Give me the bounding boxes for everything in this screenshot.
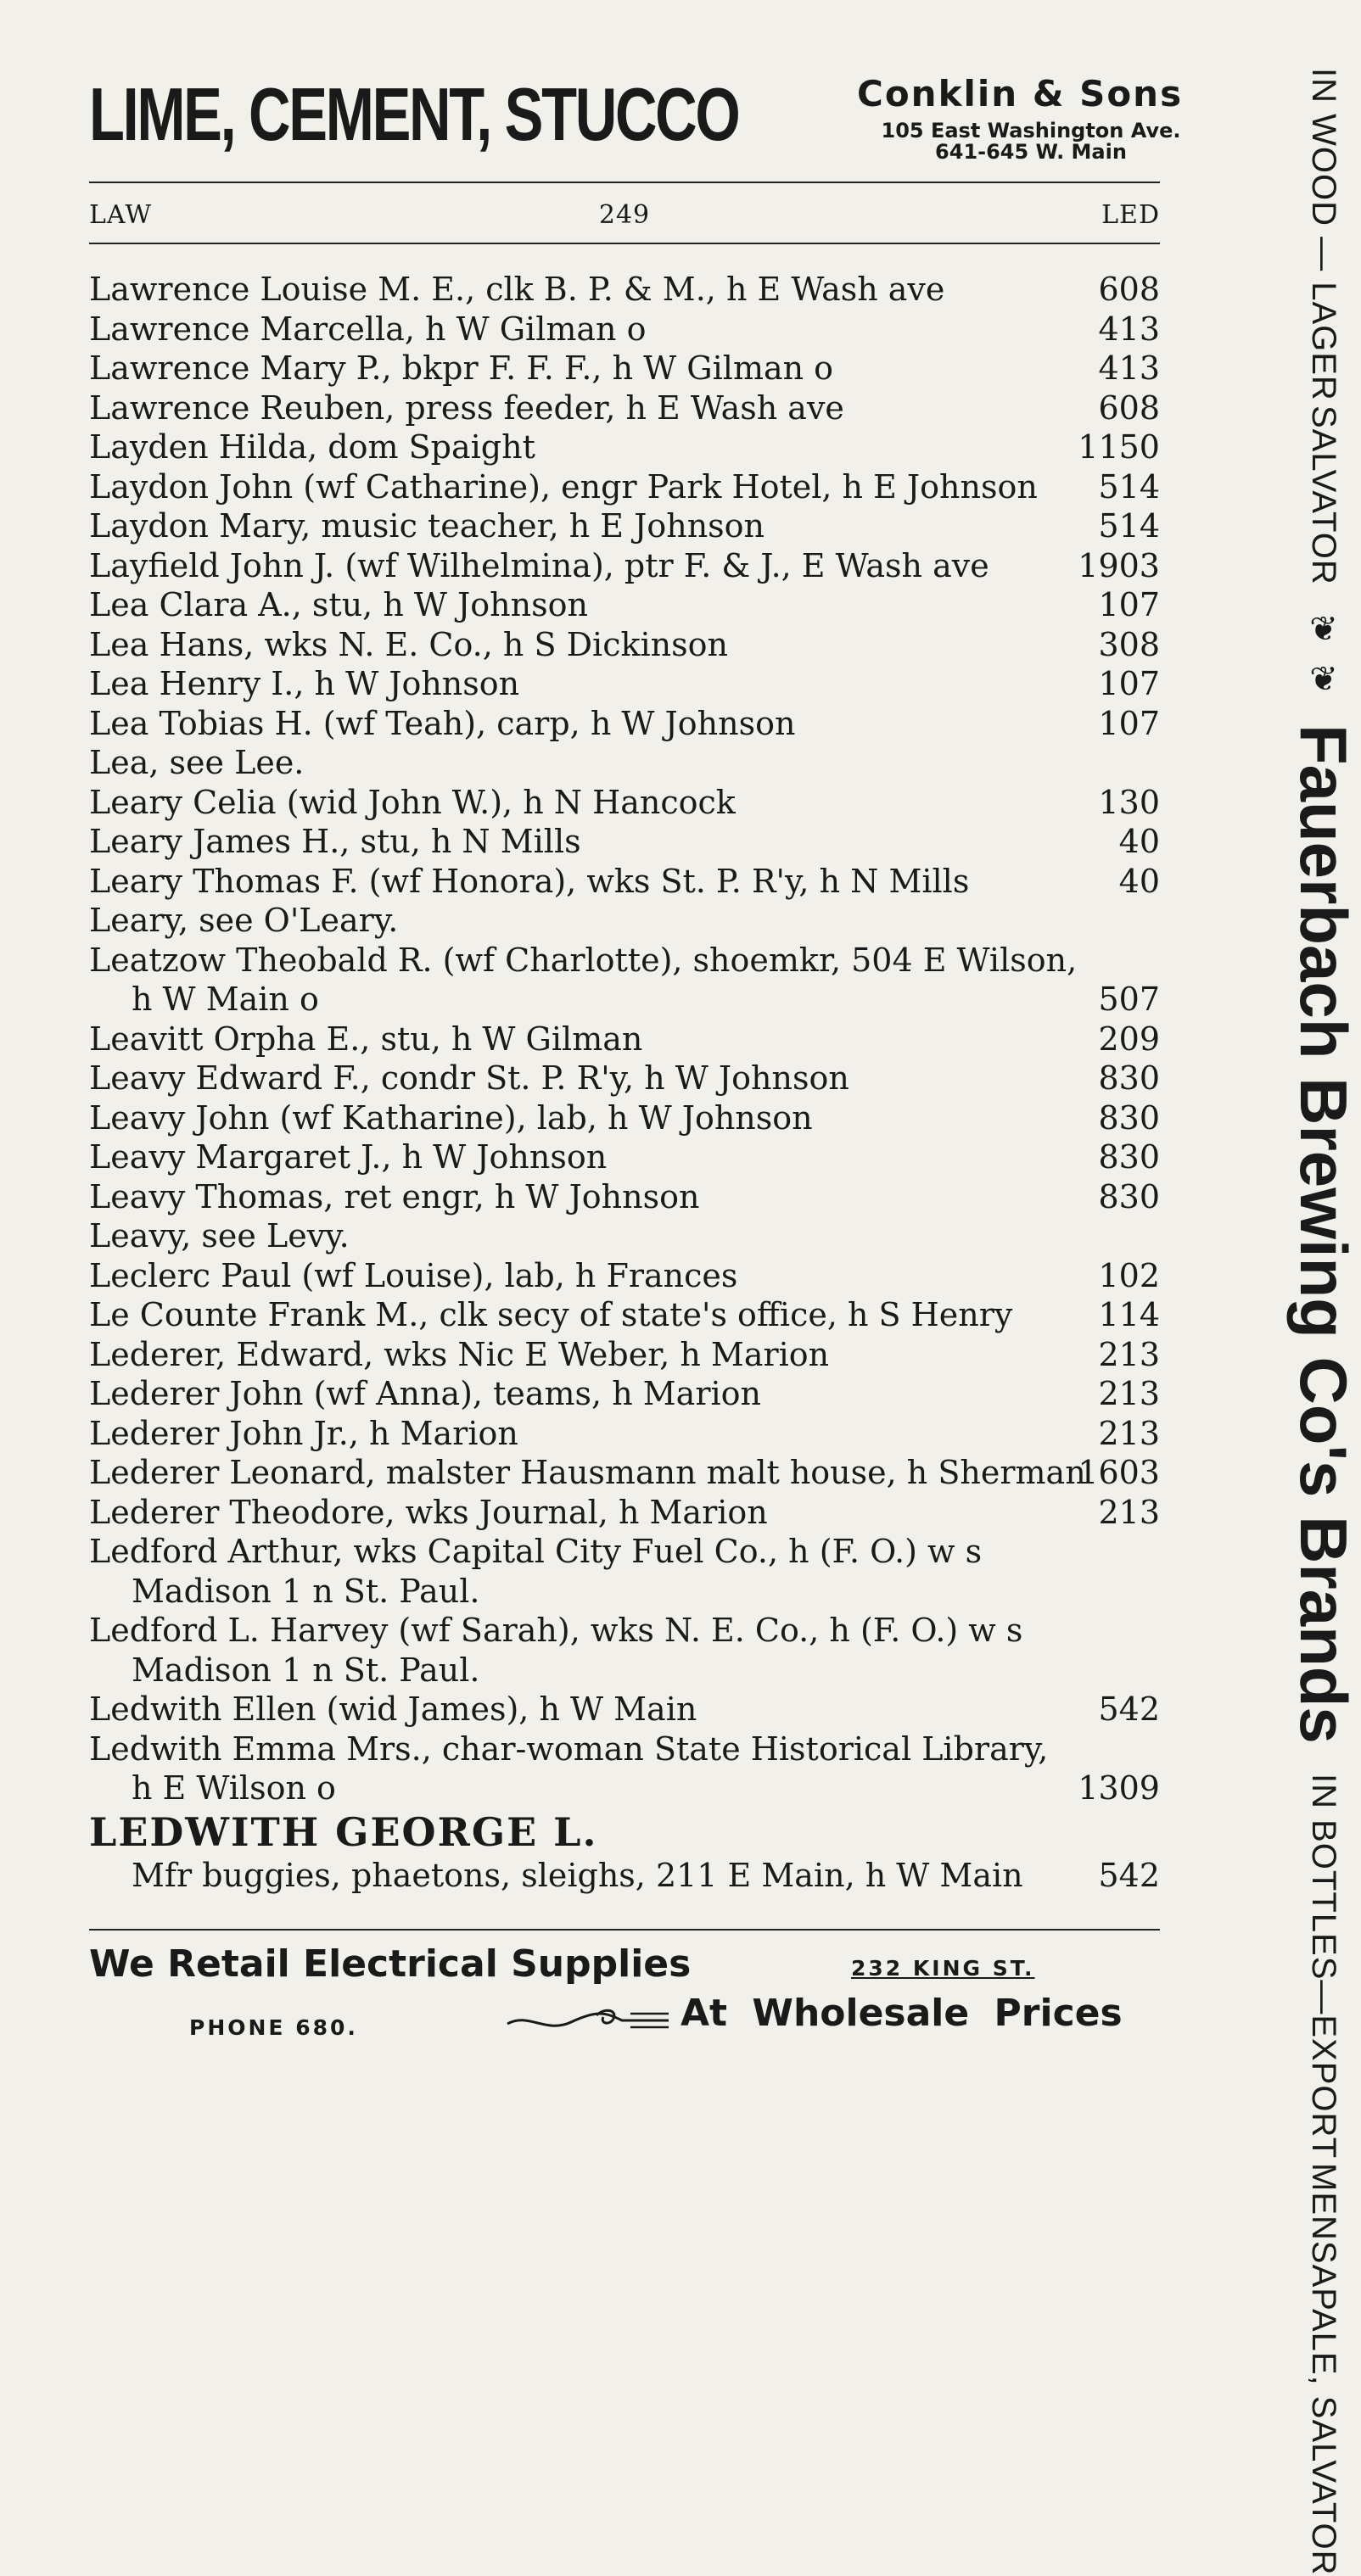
ad-address-line1: 105 East Washington Ave. — [881, 119, 1181, 142]
entry-text: Lederer John (wf Anna), teams, h Marion — [89, 1375, 761, 1412]
directory-entry — [89, 1256, 1160, 1296]
entry-text: Leavy John (wf Katharine), lab, h W Johnson — [89, 1098, 813, 1137]
footer-top-rule — [89, 1929, 1160, 1931]
entry-number: 830 — [1098, 1059, 1160, 1097]
entry-number: 40 — [1118, 823, 1160, 860]
entry-number: 308 — [1098, 625, 1160, 663]
entry-number: 1603 — [1078, 1454, 1160, 1491]
directory-entry — [89, 506, 1160, 546]
directory-entry — [89, 1532, 1160, 1611]
side-brand-name: Fauerbach Brewing Co's Brands — [1286, 724, 1361, 1744]
directory-entry — [89, 1611, 1160, 1690]
entry-text: Lawrence Reuben, press feeder, h E Wash ave — [89, 388, 844, 427]
entry-number: 213 — [1098, 1493, 1160, 1531]
entry-number: 507 — [1098, 981, 1160, 1018]
entry-text: Leavitt Orpha E., stu, h W Gilman — [89, 1020, 643, 1058]
entry-number: 413 — [1098, 349, 1160, 387]
entry-number: 209 — [1098, 1020, 1160, 1058]
entry-text: Leavy Margaret J., h W Johnson — [89, 1138, 608, 1176]
featured-entry-number: 542 — [1098, 1856, 1160, 1894]
entry-text: Layfield John J. (wf Wilhelmina), ptr F. & J., E Wash ave — [89, 546, 989, 584]
entry-continuation: Madison 1 n St. Paul. — [132, 1651, 480, 1689]
directory-entry — [89, 1374, 1160, 1414]
directory-entry — [89, 704, 1160, 744]
side-bottom-line1: IN BOTTLES—EXPORT — [1305, 1773, 1342, 2160]
entry-text: Layden Hilda, dom Spaight — [89, 428, 535, 466]
entry-text: Lea Hans, wks N. E. Co., h S Dickinson — [89, 625, 728, 663]
header-right-guide: LED — [1101, 200, 1160, 230]
entry-number: 213 — [1098, 1414, 1160, 1452]
entry-text: Lederer Theodore, wks Journal, h Marion — [89, 1493, 768, 1531]
entry-number: 213 — [1098, 1335, 1160, 1373]
featured-directory-entry — [89, 1808, 1160, 1896]
directory-entry — [89, 427, 1160, 467]
directory-entry — [89, 585, 1160, 625]
entry-text: Laydon John (wf Catharine), engr Park Hotel, h E Johnson — [89, 467, 1038, 506]
directory-entry — [89, 901, 1160, 941]
ad-address-line2: 641-645 W. Main — [935, 140, 1127, 164]
directory-entries — [89, 270, 1160, 1895]
entry-text: Leclerc Paul (wf Louise), lab, h Frances — [89, 1256, 738, 1294]
directory-entry — [89, 349, 1160, 388]
directory-entry — [89, 1098, 1160, 1138]
side-top-line1: IN WOOD — LAGER — [1305, 68, 1342, 401]
directory-entry — [89, 1059, 1160, 1098]
directory-entry — [89, 625, 1160, 665]
directory-entry — [89, 1414, 1160, 1454]
directory-entry — [89, 1335, 1160, 1375]
directory-entry — [89, 1295, 1160, 1335]
entry-text: Leary Celia (wid John W.), h N Hancock — [89, 783, 736, 821]
entry-number: 1903 — [1078, 546, 1160, 584]
directory-entry — [89, 664, 1160, 704]
entry-text: Ledwith Emma Mrs., char-woman State Historical Library, — [89, 1729, 1049, 1768]
directory-entry — [89, 1453, 1160, 1493]
entry-number: 542 — [1098, 1690, 1160, 1728]
entry-number: 413 — [1098, 310, 1160, 348]
entry-text: Lederer John Jr., h Marion — [89, 1414, 518, 1452]
side-advertisement-band — [1286, 68, 1361, 2576]
entry-number: 114 — [1098, 1296, 1160, 1333]
entry-number: 107 — [1098, 704, 1160, 742]
directory-entry — [89, 1690, 1160, 1729]
entry-text: Ledwith Ellen (wid James), h W Main — [89, 1690, 697, 1728]
entry-text: Lawrence Mary P., bkpr F. F. F., h W Gilman o — [89, 349, 834, 387]
entry-number: 608 — [1098, 271, 1160, 308]
entry-number: 1309 — [1078, 1769, 1160, 1807]
side-top-text — [1307, 68, 1341, 585]
directory-entry — [89, 388, 1160, 428]
directory-entry — [89, 1177, 1160, 1217]
side-bottom-line2: MENSAPALE, SALVATOR — [1305, 2163, 1342, 2576]
entry-number: 107 — [1098, 586, 1160, 623]
ad-address — [865, 120, 1196, 163]
directory-entry — [89, 1020, 1160, 1059]
page-number: 249 — [598, 200, 651, 230]
side-ornament-icon: ❦ ❦ — [1305, 609, 1342, 700]
directory-entry — [89, 270, 1160, 310]
directory-entry — [89, 743, 1160, 783]
entry-text: Leary James H., stu, h N Mills — [89, 823, 581, 860]
flourish-ornament-icon — [503, 2003, 673, 2037]
directory-entry — [89, 822, 1160, 862]
entry-text: Le Counte Frank M., clk secy of state's office, h S Henry — [89, 1296, 1013, 1333]
bottom-advertisement — [89, 1942, 1160, 2070]
entry-text: Lederer, Edward, wks Nic E Weber, h Marion — [89, 1335, 830, 1373]
directory-entry — [89, 1493, 1160, 1533]
ad-firm-name: Conklin & Sons — [857, 73, 1184, 115]
directory-entry — [89, 783, 1160, 823]
side-bottom-text — [1307, 1774, 1341, 2576]
entry-number: 102 — [1098, 1256, 1160, 1294]
ad-retail-line: We Retail Electrical Supplies — [89, 1942, 692, 1986]
entry-continuation: h E Wilson o — [132, 1769, 336, 1807]
featured-entry-text: Mfr buggies, phaetons, sleighs, 211 E Main, h W Main — [132, 1856, 1023, 1894]
directory-entry — [89, 467, 1160, 507]
entry-text: Lawrence Marcella, h W Gilman o — [89, 310, 647, 348]
entry-text: Lea Clara A., stu, h W Johnson — [89, 586, 588, 623]
page-header — [89, 193, 1160, 241]
entry-text: Ledford L. Harvey (wf Sarah), wks N. E. Co., h (F. O.) w s — [89, 1612, 1023, 1649]
entry-text: Leavy, see Levy. — [89, 1217, 350, 1254]
entry-text: Lea, see Lee. — [89, 744, 305, 781]
header-top-rule — [89, 182, 1160, 183]
featured-entry-name: LEDWITH GEORGE L. — [89, 1808, 598, 1855]
entry-text: Laydon Mary, music teacher, h E Johnson — [89, 507, 765, 545]
ad-headline: LIME, CEMENT, STUCCO — [89, 72, 739, 156]
entry-number: 40 — [1118, 862, 1160, 900]
entry-text: Lea Henry I., h W Johnson — [89, 665, 520, 702]
entry-number: 830 — [1098, 1138, 1160, 1176]
entry-text: Lea Tobias H. (wf Teah), carp, h W Johnson — [89, 704, 796, 742]
side-top-line2: SALVATOR — [1305, 405, 1342, 585]
header-left-guide: LAW — [89, 200, 153, 230]
directory-entry — [89, 310, 1160, 349]
entry-text: Lawrence Louise M. E., clk B. P. & M., h E Wash ave — [89, 271, 945, 308]
entry-number: 130 — [1098, 783, 1160, 821]
top-advertisement — [89, 68, 1184, 164]
entry-number: 514 — [1098, 507, 1160, 545]
entry-number: 514 — [1098, 467, 1160, 506]
directory-entry — [89, 546, 1160, 586]
entry-number: 107 — [1098, 665, 1160, 702]
directory-entry — [89, 1729, 1160, 1808]
header-bottom-rule — [89, 243, 1160, 244]
entry-text: Ledford Arthur, wks Capital City Fuel Co., h (F. O.) w s — [89, 1533, 983, 1570]
entry-text: Leavy Thomas, ret engr, h W Johnson — [89, 1177, 700, 1215]
directory-entry — [89, 862, 1160, 902]
entry-text: Leavy Edward F., condr St. P. R'y, h W Johnson — [89, 1059, 849, 1097]
entry-text: Leary, see O'Leary. — [89, 902, 399, 939]
entry-continuation: Madison 1 n St. Paul. — [132, 1572, 480, 1610]
entry-number: 213 — [1098, 1375, 1160, 1412]
ad-street-address: 232 KING ST. — [851, 1956, 1035, 1981]
entry-number: 830 — [1098, 1177, 1160, 1215]
entry-number: 1150 — [1078, 428, 1160, 466]
directory-entry — [89, 941, 1160, 1020]
entry-text: Leatzow Theobald R. (wf Charlotte), shoemkr, 504 E Wilson, — [89, 941, 1078, 979]
ad-phone: PHONE 680. — [189, 2015, 358, 2040]
entry-text: Leary Thomas F. (wf Honora), wks St. P. R'y, h N Mills — [89, 862, 970, 900]
entry-text: Lederer Leonard, malster Hausmann malt house, h Sherman — [89, 1454, 1086, 1491]
entry-number: 608 — [1098, 388, 1160, 427]
entry-number: 830 — [1098, 1098, 1160, 1137]
entry-continuation: h W Main o — [132, 981, 319, 1018]
directory-entry — [89, 1216, 1160, 1256]
ad-wholesale-line: At Wholesale Prices — [680, 1992, 1123, 2035]
directory-entry — [89, 1137, 1160, 1177]
